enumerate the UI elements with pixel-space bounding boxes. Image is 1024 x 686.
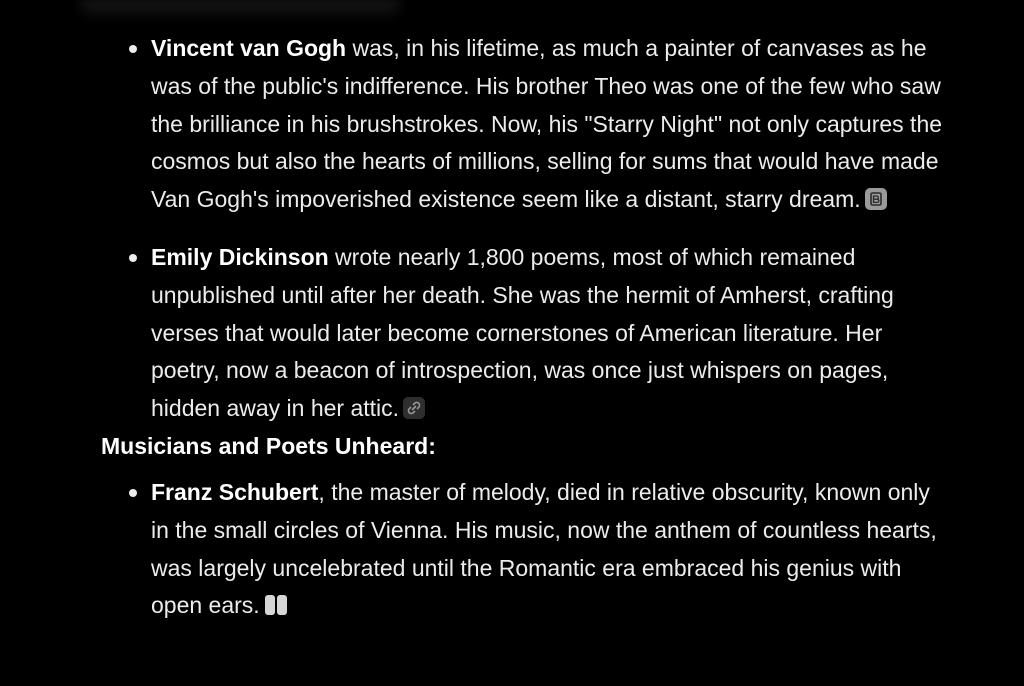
artist-name: Franz Schubert: [151, 478, 319, 505]
link-icon[interactable]: [403, 397, 425, 419]
artist-description: , the master of melody, died in relative obscurity, known only in the small circles of Vienna. His music, now the anthem of countless hearts, was largely uncelebrated until the Romantic era embraced his genius with open ears.: [151, 478, 937, 619]
artists-list: [101, 30, 951, 428]
book-icon[interactable]: [264, 590, 288, 612]
list-item-van-gogh: [101, 30, 951, 219]
artist-name: Vincent van Gogh: [151, 35, 347, 61]
artist-name: Emily Dickinson: [151, 243, 329, 270]
top-fade-shadow: [80, 0, 400, 18]
artist-description: wrote nearly 1,800 poems, most of which remained unpublished until after her death. She was the hermit of Amherst, crafting verses that would later become cornerstones of American literature. Her poetry, now a beacon of introspection, was once just whispers on pages, hidden away in her attic.: [151, 243, 894, 422]
spacer: [101, 219, 951, 239]
list-item-dickinson: [101, 239, 951, 428]
message-content: [101, 30, 951, 625]
artist-description: was, in his lifetime, as much a painter of canvases as he was of the public's indifference. His brother Theo was one of the few who saw the brilliance in his brushstrokes. Now, his "Starry Night" not only captures the cosmos but also the hearts of millions, selling for sums that would have made Van Gogh's impoverished existence seem like a distant, starry dream.: [151, 35, 943, 213]
b-logo-icon[interactable]: [865, 188, 887, 210]
section-heading: Musicians and Poets Unheard:: [101, 432, 436, 459]
musicians-list: [101, 474, 951, 625]
list-item-schubert: [101, 474, 951, 625]
